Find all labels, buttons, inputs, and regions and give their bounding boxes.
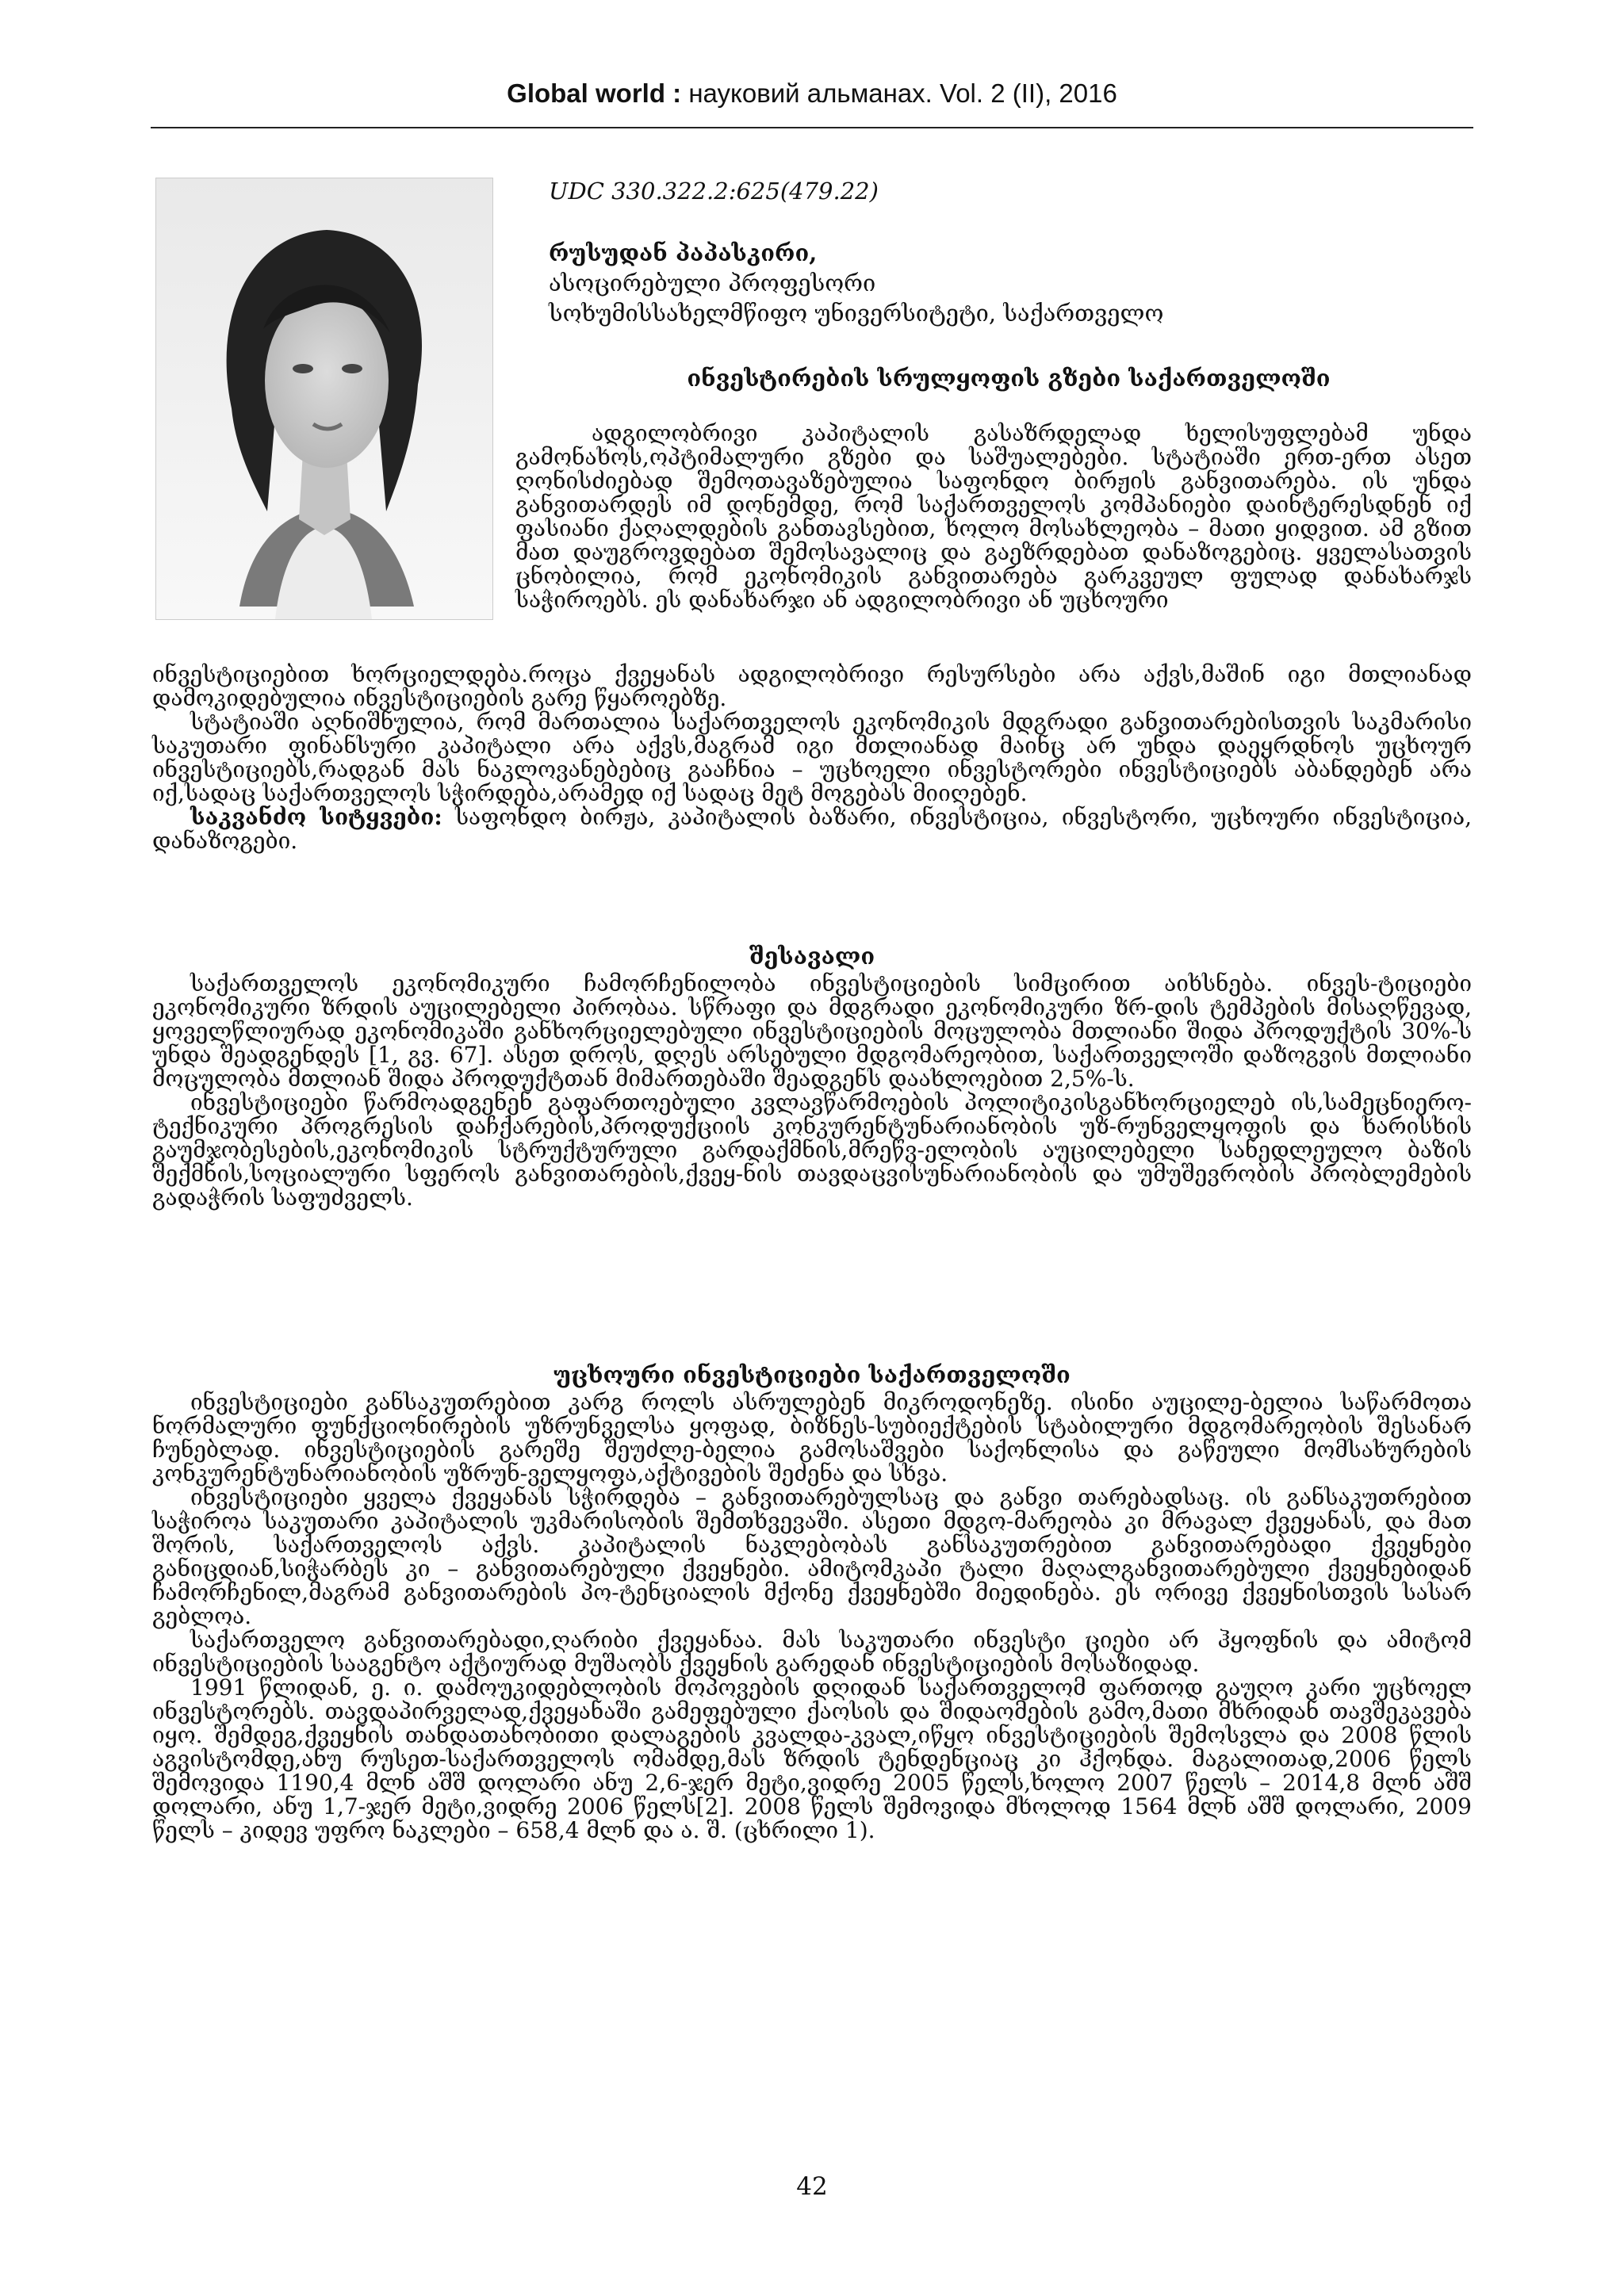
foreign-paragraph-2: ინვესტიციები ყველა ქვეყანას სჭირდება – განვითარებულსაც და განვი თარებადსაც. ის განსაკუთრებით საჭიროა საკუთარი კაპიტალის უკმარისობის შემთხვევაში. ასეთი მდგო-მარეობა კი მრავალ ქვეყანას, და მათ შორის, საქართველოს აქვს. კაპიტალის ნაკლებობას განსაკუთრებით განვითარებადი ქვეყნები განიცდიან,სიჭარბეს კი – განვითარებული ქვეყნები. ამიტომკაპი ტალი მაღალგანვითარებული ქვეყნებიდან ჩამორჩენილ,მაგრამ განვითარების პო-ტენციალის მქონე ქვეყნებში მიედინება. ეს ორივე ქვეყნისთვის სასარ გებლოა.	[152, 1484, 1472, 1629]
section-heading-foreign-investment: უცხოური ინვესტიციები საქართველოში	[553, 1361, 1071, 1388]
author-name: რუსუდან პაპასკირი,	[549, 239, 818, 266]
keywords-label: საკვანძო სიტყვები:	[190, 804, 442, 830]
foreign-paragraph-3: საქართველო განვითარებადი,ღარიბი ქვეყანაა. მას საკუთარი ინვესტი ციები არ ჰყოფნის და ამიტომ ინვესტიციების სააგენტო აქტიურად მუშაობს ქვეყნის გარედან ინვესტიციების მოსაზიდად.	[152, 1627, 1472, 1677]
intro-paragraph-1: საქართველოს ეკონომიკური ჩამორჩენილობა ინვესტიციების სიმცირით აიხსნება. ინვეს-ტიციები ეკონომიკური ზრდის აუცილებელი პირობაა. სწრაფი და მდგრადი ეკონომიკური ზრ-დის ტემპების მისაღწევად, ყოველწლიურად ეკონომიკაში განხორციელებული ინვესტიციების მოცულობა მთლიანი შიდა პროდუქტის 30%-ს უნდა შეადგენდეს [1, გვ. 67]. ასეთ დროს, დღეს არსებული მდგომარეობით, საქართველოში დაზოგვის მთლიანი მოცულობა მთლიან შიდა პროდუქტთან მიმართებაში შეადგენს დაახლოებით 2,5%-ს.	[152, 970, 1472, 1092]
running-header	[151, 76, 1473, 111]
author-role: ასოცირებული პროფესორი	[549, 270, 876, 297]
article-meta	[549, 176, 1469, 328]
abstract-paragraph-2: სტატიაში აღნიშნულია, რომ მართალია საქართველოს ეკონომიკის მდგრადი განვითარებისთვის საკმარისი საკუთარი ფინანსური კაპიტალი არა აქვს,მაგრამ იგი მთლიანად მაინც არ უნდა დაეყრდნოს უცხოურ ინვესტიციებს,რადგან მას ნაკლოვანებებიც გააჩნია – უცხოელი ინვესტორები ინვესტიციებს აბანდებენ არა იქ,სადაც საქართველოს სჭირდება,არამედ იქ სადაც მეტ მოგებას მიიღებენ.	[152, 709, 1472, 806]
author-photo	[155, 178, 493, 620]
author-portrait-image	[156, 178, 492, 619]
author-affiliation: სოხუმისსახელმწიფო უნივერსიტეტი, საქართველო	[549, 300, 1164, 327]
abstract-paragraph-1: ადგილობრივი კაპიტალის გასაზრდელად ხელისუფლებამ უნდა გამონახოს,ოპტიმალური გზები და საშუალებები. სტატიაში ერთ-ერთ ასეთ ღონისძიებად შემოთავაზებულია საფონდო ბირჟის განვითარება. ის უნდა განვითარდეს იმ დონემდე, რომ საქართველოს კომპანიები დაინტერესდნენ იქ ფასიანი ქაღალდების განთავსებით, ხოლო მოსახლეობა – მათი ყიდვით. ამ გზით მათ დაუგროვდებათ შემოსავალიც და გაეზრდებათ დანაზოგებიც. ყველასათვის ცნობილია, რომ ეკონომიკის განვითარება გარკვეულ ფულად დანახარჯს საჭიროებს. ეს დანახარჯი ან ადგილობრივი ან უცხოური	[515, 420, 1472, 613]
foreign-paragraph-1: ინვესტიციები განსაკუთრებით კარგ როლს ასრულებენ მიკროდონეზე. ისინი აუცილე-ბელია საწარმოთა ნორმალური ფუნქციონირების უზრუნველსა ყოფად, ბიზნეს-სუბიექტების სტაბილური მდგომარეობის შესანარ ჩუნებლად. ინვესტიციების გარეშე შეუძლე-ბელია გამოსაშვები საქონლისა და გაწეული მომსახურების კონკურენტუნარიანობის უზრუნ-ველყოფა,აქტივების შეძენა და სხვა.	[152, 1389, 1472, 1487]
keywords	[152, 806, 1472, 853]
abstract-paragraph-1-continued: ინვესტიციებით ხორციელდება.როცა ქვეყანას ადგილობრივი რესურსები არა აქვს,მაშინ იგი მთლიანად დამოკიდებულია ინვესტიციების გარე წყაროებზე.	[152, 661, 1472, 711]
keywords-text: საფონდო ბირჟა, კაპიტალის ბაზარი, ინვესტიცია, ინვესტორი, უცხოური ინვესტიცია, დანაზოგები.	[152, 804, 1472, 854]
abstract-top	[515, 422, 1472, 612]
abstract-bottom	[152, 663, 1472, 853]
introduction-body	[152, 972, 1472, 1210]
foreign-paragraph-4: 1991 წლიდან, ე. ი. დამოუკიდებლობის მოპოვების დღიდან საქართველომ ფართოდ გაუღო კარი უცხოელ ინვესტორებს. თავდაპირველად,ქვეყანაში გამეფებული ქაოსის და შიდაომების გამო,მათი მხრიდან თავშეკავება იყო. შემდეგ,ქვეყნის თანდათანობითი დალაგების კვალდა-კვალ,იწყო ინვესტიციების შემოსვლა და 2008 წლის აგვისტომდე,ანუ რუსეთ-საქართველოს ომამდე,მას ზრდის ტენდენციაც კი ჰქონდა. მაგალითად,2006 წელს შემოვიდა 1190,4 მლნ აშშ დოლარი ანუ 2,6-ჯერ მეტი,ვიდრე 2005 წელს,ხოლო 2007 წელს – 2014,8 მლნ აშშ დოლარი, ანუ 1,7-ჯერ მეტი,ვიდრე 2006 წელს[2]. 2008 წელს შემოვიდა მხოლოდ 1564 მლნ აშშ დოლარი, 2009 წელს – კიდევ უფრო ნაკლები – 658,4 მლნ და ა. შ. (ცხრილი 1).	[152, 1674, 1472, 1843]
journal-issue: науковий альманах. Vol. 2 (II), 2016	[688, 78, 1117, 108]
foreign-investment-body	[152, 1391, 1472, 1843]
journal-name: Global world :	[507, 78, 682, 108]
article-title: ინვესტირების სრულყოფის გზები საქართველოში	[687, 365, 1331, 392]
section-heading-introduction: შესავალი	[749, 943, 875, 970]
udc-code: UDC 330.322.2:625(479.22)	[549, 178, 879, 205]
intro-paragraph-2: ინვესტიციები წარმოადგენენ გაფართოებული კვლავწარმოების პოლიტიკისგანხორციელებ ის,სამეცნიერო-ტექნიკური პროგრესის დაჩქარების,პროდუქციის კონკურენტუნარიანობის უზ-რუნველყოფის და ხარისხის გაუმჯობესების,ეკონომიკის სტრუქტურული გარდაქმნის,მრეწვ-ელობის აუცილებელი სანედლეულო ბაზის შექმნის,სოციალური სფეროს განვითარების,ქვეყ-ნის თავდაცვისუნარიანობის და უმუშევრობის პრობლემების გადაჭრის საფუძველს.	[152, 1089, 1472, 1211]
page-number: 42	[796, 2172, 828, 2201]
header-rule	[151, 127, 1473, 128]
